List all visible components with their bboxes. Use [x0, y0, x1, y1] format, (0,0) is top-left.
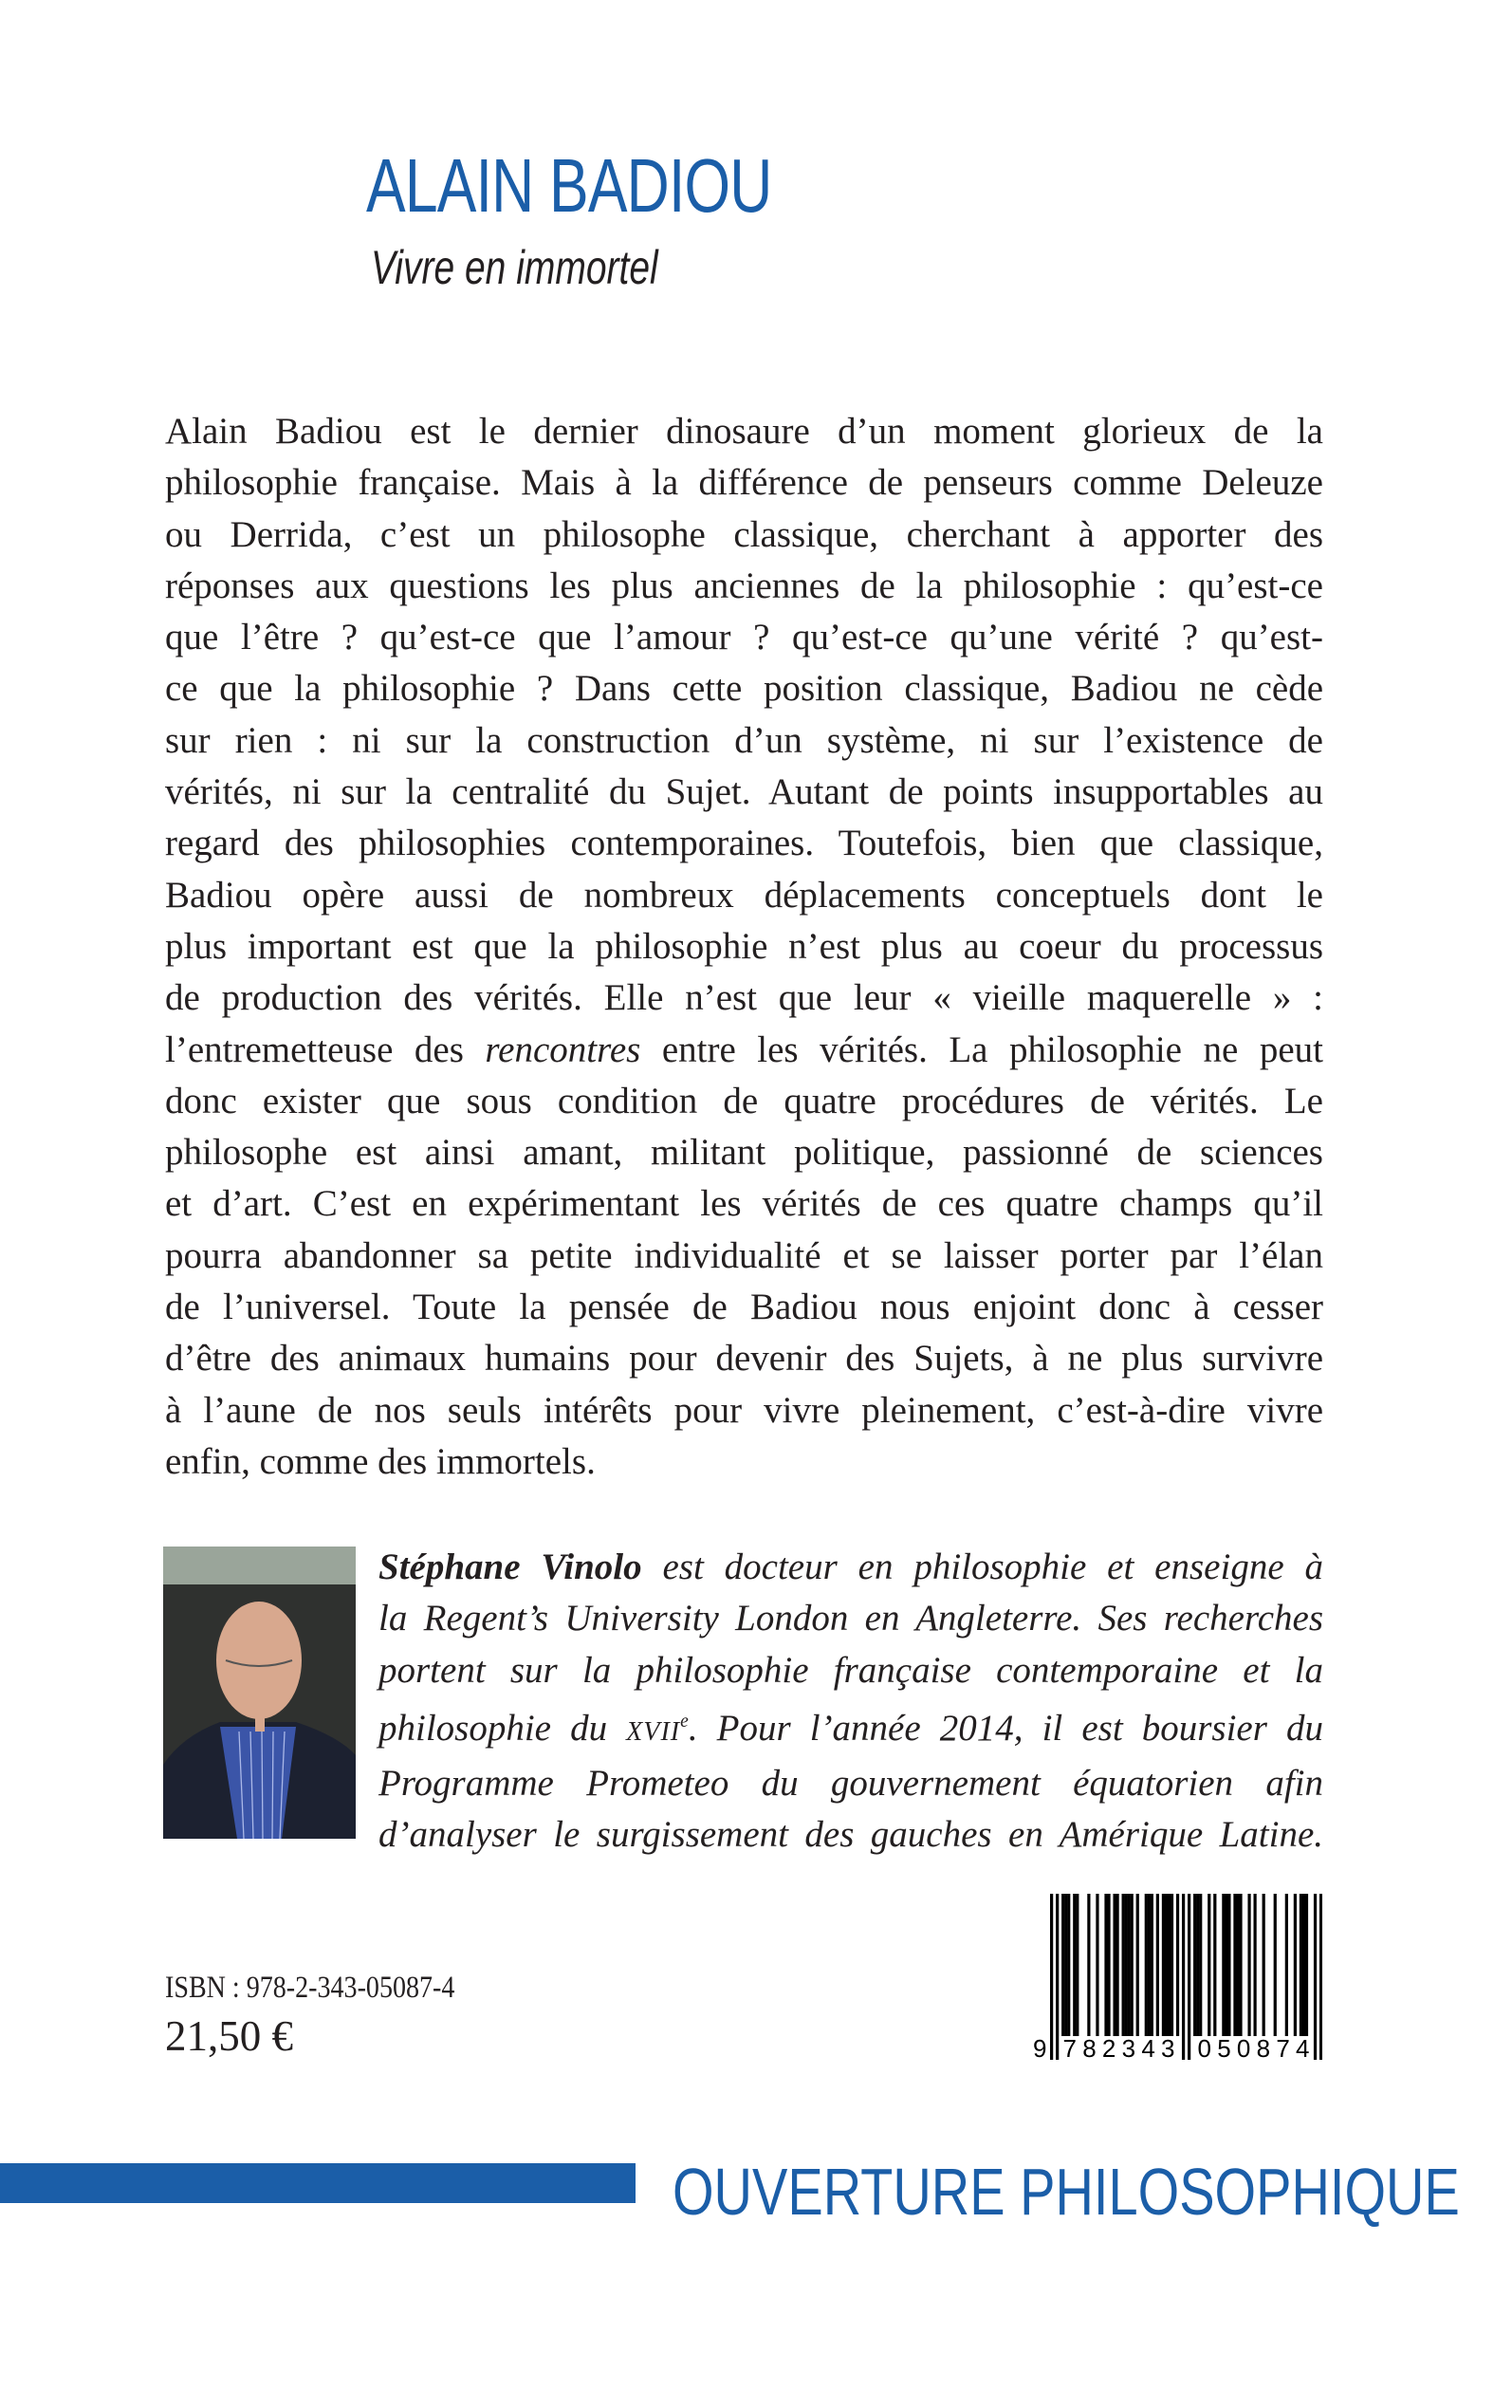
blurb-line: ou Derrida, c’est un philosophe classique, cherchant à apporter des — [165, 513, 1323, 555]
bio-text: philosophie du — [378, 1707, 627, 1749]
author-name: Stéphane Vinolo — [378, 1547, 642, 1587]
author-bio — [378, 1542, 1323, 1862]
barcode-bar — [1236, 1894, 1239, 2036]
barcode-bar — [1151, 1894, 1153, 2036]
blurb-line: sur rien : ni sur la construction d’un système, ni sur l’existence de — [165, 719, 1323, 761]
barcode-bar — [1239, 1894, 1242, 2036]
bio-line: la Regent’s University London en Angleterre. Ses recherches — [378, 1598, 1323, 1639]
bio-line: d’analyser le surgissement des gauches en Amérique Latine. — [378, 1814, 1323, 1856]
barcode-bar — [1125, 1894, 1128, 2036]
price: 21,50 € — [165, 2012, 293, 2060]
barcode-bar — [1136, 1894, 1139, 2036]
barcode-bar — [1213, 1894, 1216, 2036]
isbn: ISBN : 978-2-343-05087-4 — [165, 1971, 455, 2005]
blurb-line: plus important est que la philosophie n’est plus au coeur du processus — [165, 925, 1323, 967]
blurb-line: de production des vérités. Elle n’est que leur « vieille maquerelle » : — [165, 977, 1323, 1019]
blurb-line: que l’être ? qu’est-ce que l’amour ? qu’est-ce qu’une vérité ? qu’est- — [165, 617, 1323, 658]
barcode-bar — [1263, 1894, 1265, 2036]
barcode-bar — [1274, 1894, 1277, 2036]
bio-text: est docteur en philosophie et enseigne à — [641, 1547, 1323, 1587]
blurb-line: ce que la philosophie ? Dans cette position classique, Badiou ne cède — [165, 668, 1323, 710]
barcode-bar — [1128, 1894, 1131, 2036]
barcode-bar — [1294, 1894, 1297, 2036]
blurb-line: et d’art. C’est en expérimentant les vérités de ces quatre champs qu’il — [165, 1183, 1323, 1225]
barcode-bar — [1225, 1894, 1227, 2036]
barcode-bar — [1064, 1894, 1067, 2036]
century-suffix: e — [680, 1711, 689, 1732]
barcode-bar — [1285, 1894, 1288, 2036]
blurb-line: à l’aune de nos seuls intérêts pour vivre pleinement, c’est-à-dire vivre — [165, 1389, 1323, 1431]
barcode-bar — [1050, 1894, 1053, 2060]
barcode-bar — [1145, 1894, 1148, 2036]
barcode-bar — [1188, 1894, 1190, 2060]
century-numeral: XVII — [626, 1716, 681, 1747]
barcode-bar — [1076, 1894, 1079, 2036]
barcode-bar — [1156, 1894, 1159, 2036]
back-cover-blurb — [165, 406, 1323, 1488]
barcode-bar — [1193, 1894, 1196, 2036]
collection-color-bar — [0, 2163, 636, 2203]
barcode-digits: 782343 — [1062, 2034, 1175, 2060]
barcode-bar — [1247, 1894, 1250, 2036]
barcode-bar — [1171, 1894, 1173, 2036]
barcode-bar — [1199, 1894, 1202, 2036]
barcode-bar — [1305, 1894, 1308, 2036]
barcode-bar — [1104, 1894, 1107, 2036]
barcode-bar — [1073, 1894, 1076, 2036]
barcode-bar — [1116, 1894, 1118, 2036]
barcode-bar — [1208, 1894, 1210, 2036]
collection-name-part: PHILOSOPHIQUE — [1020, 2155, 1460, 2229]
barcode-bar — [1253, 1894, 1256, 2036]
blurb-line: réponses aux questions les plus anciennes de la philosophie : qu’est-ce — [165, 565, 1323, 606]
blurb-line: Alain Badiou est le dernier dinosaure d’un moment glorieux de la — [165, 411, 1323, 452]
blurb-line: pourra abandonner sa petite individualité et se laisser porter par l’élan — [165, 1234, 1323, 1276]
barcode-bar — [1168, 1894, 1171, 2036]
blurb-line: enfin, comme des immortels. — [165, 1440, 596, 1482]
barcode-bar — [1165, 1894, 1168, 2036]
collection-name — [673, 2154, 1460, 2230]
barcode — [1033, 1894, 1322, 2060]
author-title: ALAIN BADIOU — [366, 143, 772, 228]
barcode-bar — [1087, 1894, 1090, 2036]
barcode-bar — [1227, 1894, 1230, 2036]
book-subtitle: Vivre en immortel — [371, 241, 658, 294]
barcode-bar — [1162, 1894, 1165, 2036]
barcode-bar — [1131, 1894, 1134, 2036]
blurb-line: regard des philosophies contemporaines. Toutefois, bien que classique, — [165, 823, 1323, 864]
barcode-bar — [1222, 1894, 1225, 2036]
author-photo — [163, 1547, 356, 1839]
blurb-line: vérités, ni sur la centralité du Sujet. Autant de points insupportables au — [165, 771, 1323, 813]
barcode-bar — [1056, 1894, 1059, 2060]
barcode-bar — [1176, 1894, 1179, 2036]
blurb-line: Badiou opère aussi de nombreux déplacements conceptuels dont le — [165, 874, 1323, 916]
barcode-bar — [1302, 1894, 1305, 2036]
blurb-line: philosophe est ainsi amant, militant politique, passionné de sciences — [165, 1132, 1323, 1174]
blurb-line: de l’universel. Toute la pensée de Badiou nous enjoint donc à cesser — [165, 1287, 1323, 1328]
bio-text: . Pour l’année 2014, il est boursier du — [688, 1707, 1323, 1749]
blurb-line: donc exister que sous condition de quatre procédures de vérités. Le — [165, 1080, 1323, 1121]
barcode-digits: 050874 — [1197, 2034, 1310, 2060]
barcode-bar — [1061, 1894, 1064, 2036]
barcode-bar — [1314, 1894, 1317, 2060]
barcode-bar — [1122, 1894, 1125, 2036]
blurb-line: d’être des animaux humains pour devenir des Sujets, à ne plus survivre — [165, 1338, 1323, 1380]
barcode-bar — [1182, 1894, 1185, 2060]
blurb-line: philosophie française. Mais à la différence de penseurs comme Deleuze — [165, 462, 1323, 504]
barcode-bar — [1148, 1894, 1151, 2036]
blurb-line: l’entremetteuse des rencontres entre les vérités. La philosophie ne peut — [165, 1028, 1323, 1070]
barcode-bar — [1107, 1894, 1110, 2036]
barcode-bar — [1113, 1894, 1116, 2036]
bio-line: portent sur la philosophie française contemporaine et la — [378, 1649, 1323, 1691]
bio-line: Programme Prometeo du gouvernement équatorien afin — [378, 1763, 1323, 1805]
barcode-bar — [1319, 1894, 1322, 2060]
barcode-digits: 9 — [1033, 2034, 1047, 2060]
barcode-bar — [1067, 1894, 1070, 2036]
barcode-bar — [1300, 1894, 1302, 2036]
barcode-bar — [1096, 1894, 1098, 2036]
barcode-bar — [1196, 1894, 1199, 2036]
barcode-bar — [1233, 1894, 1236, 2036]
collection-name-part: OUVERTURE — [673, 2155, 1021, 2229]
